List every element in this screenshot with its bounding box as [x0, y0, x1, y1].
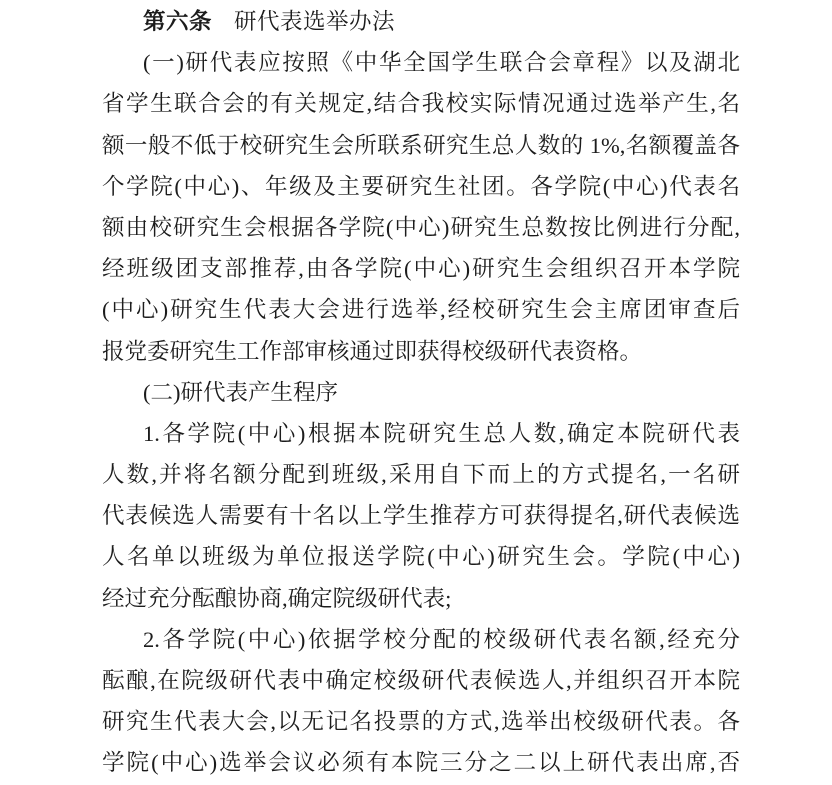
text-line: 人名单以班级为单位报送学院(中心)研究生会。学院(中心) — [102, 544, 740, 570]
text-line: 额一般不低于校研究生会所联系研究生总人数的 1%,名额覆盖各 — [102, 132, 740, 158]
text-line: 学院(中心)选举会议必须有本院三分之二以上研代表出席,否 — [102, 750, 740, 776]
text-line: 酝酿,在院级研代表中确定校级研代表候选人,并组织召开本院 — [102, 668, 740, 693]
paragraph-lines — [102, 42, 740, 783]
section-number: 第六条 — [143, 9, 213, 34]
text-line: 报党委研究生工作部审核通过即获得校级研代表资格。 — [102, 338, 643, 364]
document-body — [102, 1, 740, 784]
text-line: (一)研代表应按照《中华全国学生联合会章程》以及湖北 — [143, 50, 740, 76]
text-line: 个学院(中心)、年级及主要研究生社团。各学院(中心)代表名 — [102, 173, 740, 199]
section-heading — [102, 1, 740, 42]
text-line: 代表候选人需要有十名以上学生推荐方可获得提名,研代表候选 — [102, 503, 740, 529]
text-line: 研究生代表大会,以无记名投票的方式,选举出校级研代表。各 — [102, 709, 740, 735]
text-line: 经过充分酝酿协商,确定院级研代表; — [102, 585, 452, 611]
text-line: 1.各学院(中心)根据本院研究生总人数,确定本院研代表 — [143, 420, 740, 446]
text-line: (中心)研究生代表大会进行选举,经校研究生会主席团审查后 — [102, 297, 740, 323]
text-line: 经班级团支部推荐,由各学院(中心)研究生会组织召开本学院 — [102, 256, 740, 282]
text-line: 2.各学院(中心)依据学校分配的校级研代表名额,经充分 — [143, 626, 740, 652]
text-line: (二)研代表产生程序 — [143, 379, 338, 405]
text-line: 省学生联合会的有关规定,结合我校实际情况通过选举产生,名 — [102, 91, 740, 117]
text-line: 人数,并将名额分配到班级,采用自下而上的方式提名,一名研 — [102, 462, 740, 488]
section-title: 研代表选举办法 — [234, 9, 396, 34]
text-line: 额由校研究生会根据各学院(中心)研究生总数按比例进行分配, — [102, 214, 740, 240]
